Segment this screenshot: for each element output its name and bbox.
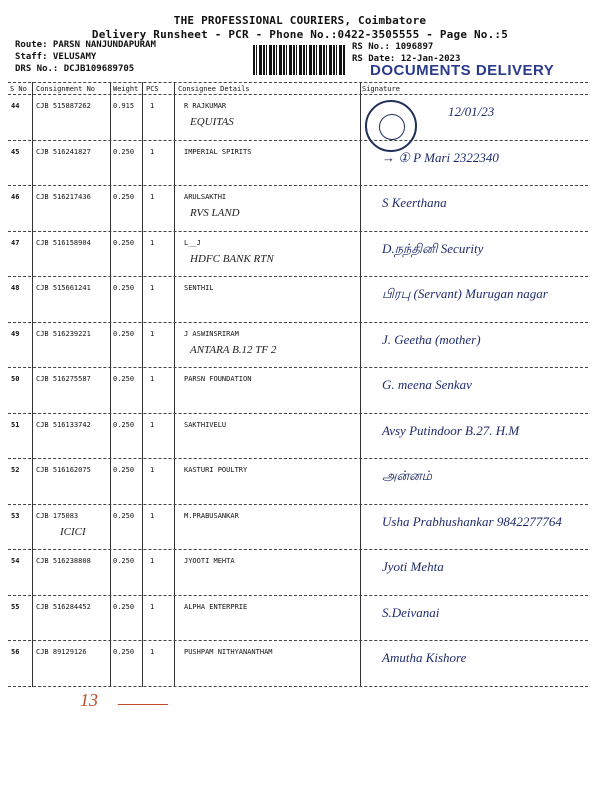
- row-separator: [8, 276, 588, 277]
- row-separator: [8, 686, 588, 687]
- row-weight: 0.250: [113, 511, 135, 520]
- row-consignee-name: ARULSAKTHI: [184, 193, 227, 201]
- row-weight: 0.250: [113, 193, 135, 201]
- row-weight: 0.250: [113, 466, 135, 474]
- row-signature: Usha Prabhushankar 9842277764: [382, 513, 562, 529]
- rs-date: RS Date: 12-Jan-2023: [352, 54, 461, 64]
- row-consignment: CJB 516133742: [36, 420, 91, 429]
- row-handwritten-note: RVS LAND: [190, 207, 240, 219]
- row-pcs: 1: [150, 147, 155, 156]
- row-consignment: CJB 89129126: [36, 648, 87, 656]
- row-consignee-name: M.PRABUSANKAR: [184, 511, 239, 520]
- row-sno: 45: [11, 147, 20, 156]
- row-consignment: CJB 516162075: [36, 466, 91, 474]
- col-sep: [142, 82, 143, 687]
- row-signature: Avsy Putindoor B.27. H.M: [382, 422, 520, 438]
- col-sep: [110, 82, 111, 687]
- row-consignee-name: J ASWINSRIRAM: [184, 329, 239, 338]
- row-weight: 0.250: [113, 375, 135, 383]
- seal-stamp: [365, 100, 417, 152]
- col-sno: S No: [10, 85, 27, 93]
- row-weight: 0.250: [113, 284, 135, 292]
- row-signature: D.நந்தினி Security: [382, 240, 484, 256]
- row-consignee-name: SENTHIL: [184, 284, 214, 292]
- row-separator: [8, 413, 588, 414]
- row-consignment: CJB 516275587: [36, 375, 91, 383]
- row-consignment: CJB 516158904: [36, 238, 91, 247]
- row-sno: 50: [11, 375, 20, 383]
- row-handwritten-note: ANTARA B.12 TF 2: [190, 343, 277, 356]
- drs-number: DRS No.: DCJB109689705: [15, 64, 135, 74]
- row-consignment: CJB 515661241: [36, 284, 91, 292]
- row-consignee-name: R RAJKUMAR: [184, 102, 227, 110]
- row-consignment: CJB 516239221: [36, 329, 91, 338]
- row-weight: 0.250: [113, 557, 135, 565]
- row-pcs: 1: [150, 420, 155, 429]
- row-sno: 52: [11, 466, 20, 474]
- row-consignee-name: PUSHPAM NITHYANANTHAM: [184, 648, 273, 656]
- row-separator: [8, 549, 588, 550]
- handwritten-count: 13: [80, 690, 98, 710]
- row-consignment: CJB 515887262: [36, 102, 91, 110]
- col-sep: [360, 82, 361, 687]
- col-consignee: Consignee Details: [178, 85, 250, 93]
- row-handwritten-note: HDFC BANK RTN: [190, 252, 274, 265]
- documents-delivery-stamp: DOCUMENTS DELIVERY: [370, 62, 555, 79]
- row-pcs: 1: [150, 375, 155, 383]
- row-signature: 12/01/23: [448, 104, 495, 119]
- row-separator: [8, 367, 588, 368]
- row-handwritten-note: ICICI: [60, 525, 86, 538]
- col-consignment: Consignment No: [36, 85, 96, 93]
- row-sno: 55: [11, 602, 20, 611]
- row-separator: [8, 458, 588, 459]
- row-sno: 44: [11, 102, 20, 110]
- row-signature: G. meena Senkav: [382, 377, 472, 392]
- row-sno: 46: [11, 193, 20, 201]
- row-signature: S.Deivanai: [382, 604, 440, 620]
- row-pcs: 1: [150, 193, 155, 201]
- row-consignment: CJB 175083: [36, 511, 79, 520]
- col-pcs: PCS: [146, 85, 159, 93]
- row-weight: 0.915: [113, 102, 135, 110]
- row-signature: J. Geetha (mother): [382, 331, 481, 347]
- row-pcs: 1: [150, 602, 155, 611]
- row-weight: 0.250: [113, 648, 135, 656]
- row-pcs: 1: [150, 648, 155, 656]
- row-pcs: 1: [150, 511, 155, 520]
- row-weight: 0.250: [113, 329, 135, 338]
- rs-number: RS No.: 1096897: [352, 42, 434, 52]
- row-pcs: 1: [150, 329, 155, 338]
- row-consignee-name: SAKTHIVELU: [184, 420, 227, 429]
- row-signature: S Keerthana: [382, 195, 447, 210]
- row-signature: Amutha Kishore: [382, 650, 467, 665]
- row-pcs: 1: [150, 557, 155, 565]
- row-consignee-name: IMPERIAL SPIRITS: [184, 147, 252, 156]
- header-top-line: [8, 82, 588, 83]
- row-consignment: CJB 516217436: [36, 193, 91, 201]
- row-sno: 47: [11, 238, 20, 247]
- row-separator: [8, 185, 588, 186]
- row-pcs: 1: [150, 238, 155, 247]
- row-sno: 48: [11, 284, 20, 292]
- row-sno: 53: [11, 511, 20, 520]
- row-separator: [8, 504, 588, 505]
- runsheet-title: Delivery Runsheet - PCR - Phone No.:0422-3505555 - Page No.:5: [91, 28, 509, 41]
- row-handwritten-note: EQUITAS: [190, 116, 234, 128]
- row-separator: [8, 322, 588, 323]
- barcode: [253, 45, 345, 75]
- row-separator: [8, 595, 588, 596]
- route-text: Route: PARSN NANJUNDAPURAM: [15, 40, 156, 50]
- row-pcs: 1: [150, 466, 155, 474]
- row-weight: 0.250: [113, 238, 135, 247]
- staff-text: Staff: VELUSAMY: [15, 52, 97, 62]
- col-weight: Weight: [113, 85, 139, 93]
- row-sno: 54: [11, 557, 20, 565]
- row-separator: [8, 140, 588, 141]
- row-consignee-name: KASTURI POULTRY: [184, 466, 248, 474]
- row-weight: 0.250: [113, 147, 135, 156]
- row-consignment: CJB 516241827: [36, 147, 91, 156]
- col-signature: Signature: [362, 85, 400, 93]
- row-sno: 49: [11, 329, 20, 338]
- row-sno: 51: [11, 420, 20, 429]
- col-sep: [174, 82, 175, 687]
- row-consignee-name: JYOOTI MEHTA: [184, 557, 235, 565]
- row-signature: அன்னம்: [382, 468, 433, 483]
- row-weight: 0.250: [113, 420, 135, 429]
- row-separator: [8, 231, 588, 232]
- row-pcs: 1: [150, 102, 155, 110]
- header-bottom-line: [8, 94, 588, 95]
- row-signature: → ① P Mari 2322340: [382, 149, 499, 165]
- row-consignment: CJB 516284452: [36, 602, 91, 611]
- row-signature: பிரபு (Servant) Murugan nagar: [382, 286, 548, 301]
- row-signature: Jyoti Mehta: [382, 559, 444, 574]
- row-pcs: 1: [150, 284, 155, 292]
- row-separator: [8, 640, 588, 641]
- row-consignee-name: ALPHA ENTERPRIE: [184, 602, 248, 611]
- row-consignment: CJB 516238808: [36, 557, 91, 565]
- row-weight: 0.250: [113, 602, 135, 611]
- row-sno: 56: [11, 648, 20, 656]
- company-title: THE PROFESSIONAL COURIERS, Coimbatore: [173, 14, 427, 27]
- handwritten-dash: [118, 704, 168, 705]
- row-consignee-name: L__J: [184, 238, 201, 247]
- col-sep: [32, 82, 33, 687]
- row-consignee-name: PARSN FOUNDATION: [184, 375, 252, 383]
